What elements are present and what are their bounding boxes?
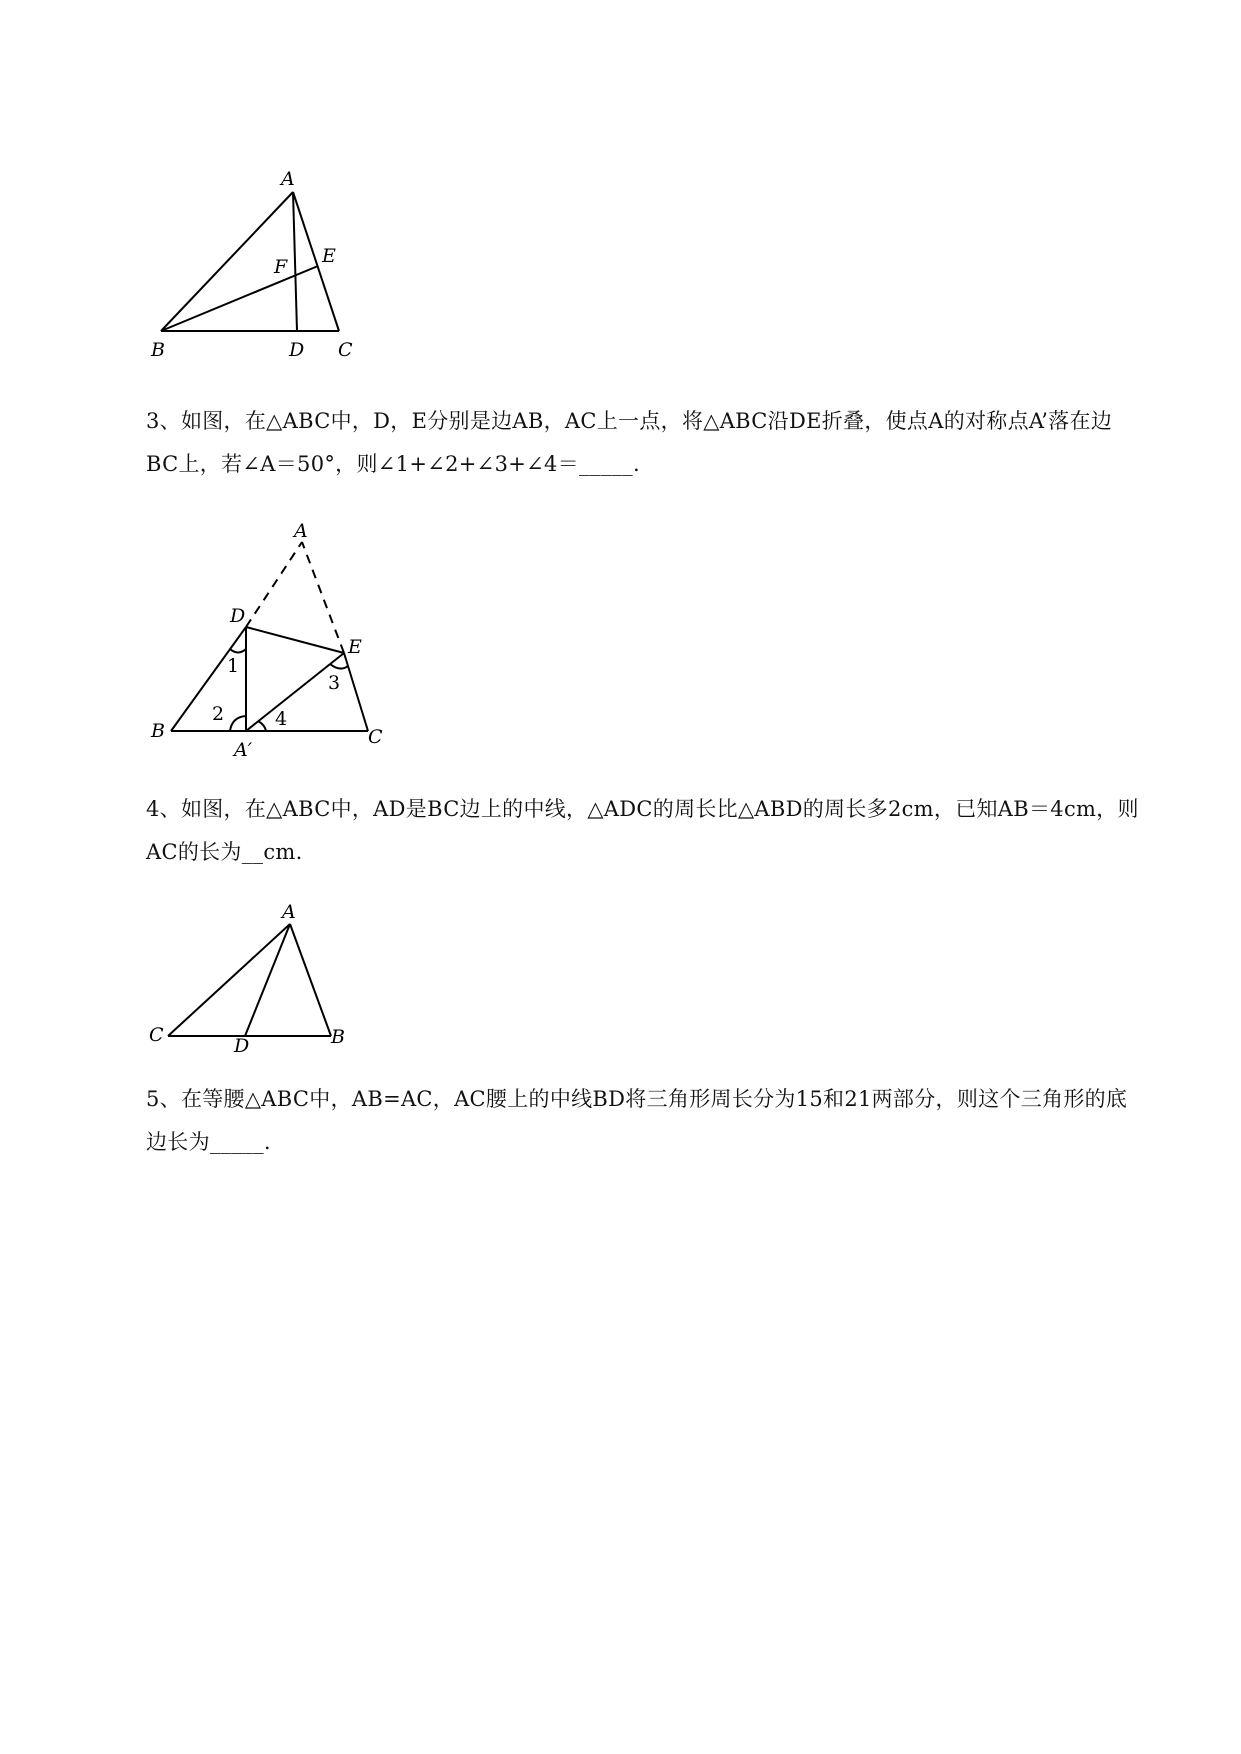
segment-ad [245, 924, 290, 1036]
angle-label-1: 1 [227, 655, 240, 677]
question-3 [146, 400, 1156, 486]
question-3-line-2: BC上，若∠A＝50°，则∠1+∠2+∠3+∠4＝_____. [146, 452, 640, 476]
segment-ad [293, 192, 297, 331]
label-c: C [338, 339, 353, 361]
label-c: C [368, 726, 383, 748]
figure-triangle-abc-1 [0, 0, 1241, 400]
angle-label-3: 3 [328, 672, 341, 694]
question-5-line-1: 5、在等腰△ABC中，AB=AC，AC腰上的中线BD将三角形周长分为15和21两部分，则这个三角形的底 [146, 1087, 1128, 1111]
question-4 [146, 788, 1156, 874]
label-e: E [322, 245, 336, 267]
label-f: F [274, 256, 288, 278]
segment-ec [344, 653, 368, 731]
label-a: A [282, 901, 296, 923]
label-b: B [331, 1026, 345, 1048]
question-5 [146, 1078, 1156, 1164]
question-5-line-2: 边长为_____. [146, 1130, 271, 1154]
label-a: A [294, 520, 308, 542]
question-4-line-1: 4、如图，在△ABC中，AD是BC边上的中线，△ADC的周长比△ABD的周长多2cm，已知AB＝4cm，则 [146, 797, 1139, 821]
angle-arc-1 [230, 649, 246, 653]
segment-be [161, 266, 318, 331]
question-3-line-1: 3、如图，在△ABC中，D，E分别是边AB，AC上一点，将△ABC沿DE折叠，使点A的对称点A’落在边 [146, 409, 1113, 433]
segment-de [246, 627, 344, 653]
angle-arc-2 [230, 716, 246, 731]
dashed-ea [302, 542, 344, 653]
label-d: D [230, 605, 246, 627]
angle-label-2: 2 [212, 703, 225, 725]
label-d: D [289, 339, 305, 361]
angle-arc-4 [258, 721, 266, 731]
label-b: B [151, 339, 165, 361]
label-d: D [234, 1035, 250, 1057]
label-a: A [281, 168, 295, 190]
segment-ab [290, 924, 331, 1036]
segment-ca [168, 924, 290, 1036]
label-c: C [149, 1024, 164, 1046]
angle-label-4: 4 [275, 708, 288, 730]
label-a-prime: A′ [234, 739, 253, 761]
label-e: E [348, 636, 362, 658]
dashed-da [246, 542, 302, 627]
question-4-line-2: AC的长为__cm. [146, 840, 303, 864]
figure-folded-triangle [0, 500, 1241, 770]
figure-triangle-median [0, 890, 1241, 1070]
segment-bd [171, 627, 246, 731]
angle-arc-3 [330, 664, 348, 669]
label-b: B [151, 720, 165, 742]
